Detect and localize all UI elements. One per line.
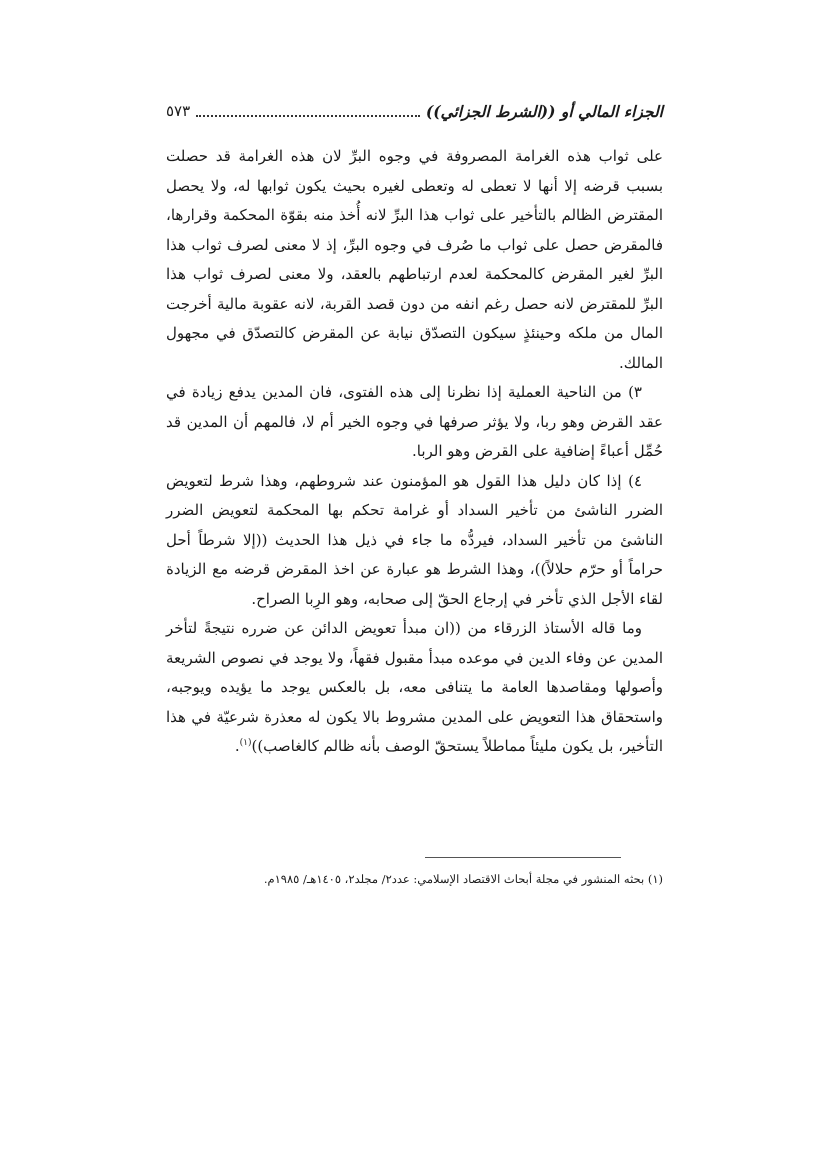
paragraph-text: من الناحية العملية إذا نظرنا إلى هذه الفتوى، فان المدين يدفع زيادة في عقد القرض وهو ربا، ولا يؤثر صرفها في وجوه الخير أم لا، فالمهم أن المدين قد حُمِّل أعباءً إضافية على القرض وهو الربا. [166, 383, 663, 460]
body-text [166, 142, 663, 762]
footnote-text: (١) بحثه المنشور في مجلة أبحاث الاقتصاد الإسلامي: عدد٢/ مجلد٢، ١٤٠٥هـ/ ١٩٨٥م. [263, 872, 663, 886]
leader-dots [196, 114, 420, 117]
paragraph-quote [166, 614, 663, 762]
paragraph-item-3 [166, 378, 663, 467]
paragraph-text: إذا كان دليل هذا القول هو المؤمنون عند شروطهم، وهذا شرط لتعويض الضرر الناشئ من تأخير السداد أو غرامة تحكم بها المحكمة لتعويض الضرر الناشئ من تأخير السداد، فيردُّه ما جاء في ذيل هذا الحديث ((إلا شرطاً أحل حراماً أو حرّم حلالاً))، وهذا الشرط هو عبارة عن اخذ المقرض قرضه مع الزيادة لقاء الأجل الذي تأخر في إرجاع الحقّ إلى صحابه، وهو الرِبا الصراح. [166, 471, 663, 608]
paragraph-item-4 [166, 467, 663, 615]
item-number: ٣) [628, 383, 642, 401]
footnote [166, 870, 663, 888]
item-number: ٤) [628, 471, 642, 490]
running-title: الجزاء المالي أو ((الشرط الجزائي)) [425, 101, 663, 121]
footnote-reference[interactable]: (١) [239, 738, 252, 748]
running-header [166, 92, 663, 122]
paragraph-continued [166, 142, 663, 378]
paragraph-text: وما قاله الأستاذ الزرقاء من ((ان مبدأ تعويض الدائن عن ضرره نتيجةً لتأخر المدين عن وفاء الدين في موعده مبدأ مقبول فقهاً، ولا يوجد في نصوص الشريعة وأصولها ومقاصدها العامة ما يتنافى معه، بل بالعكس يوجد ما يؤيده ويوجبه، واستحقاق هذا التعويض على المدين مشروط بالا يكون له معذرة شرعيّة في هذا التأخير، بل يكون مليئاً مماطلاً يستحقّ الوصف بأنه ظالم كالغاصب)) [166, 619, 663, 755]
paragraph-text: على ثواب هذه الغرامة المصروفة في وجوه البرِّ لان هذه الغرامة قد حصلت بسبب قرضه إلا أنها لا تعطى له وتعطى لغيره بحيث يكون ثوابها له، ولا يحصل المقترض الظالم بالتأخير على ثواب هذا البرِّ لانه أُخذ منه بقوّة المحكمة وقرارها، فالمقرض حصل على ثواب ما صُرف في وجوه البرِّ، إذ لا معنى لصرف ثواب هذا البرِّ لغير المقرض كالمحكمة لعدم ارتباطهم بالعقد، ولا معنى لصرف ثواب هذا البرِّ للمقترض لانه حصل رغم انفه من دون قصد القربة، لانه عقوبة مالية أخرجت المال من ملكه وحينئذٍ سيكون التصدّق نيابة عن المقرض كالتصدّق في مجهول المالك. [166, 147, 663, 372]
page-number: ٥٧٣ [166, 102, 191, 120]
paragraph-end: . [234, 737, 240, 755]
footnote-divider [425, 857, 621, 858]
